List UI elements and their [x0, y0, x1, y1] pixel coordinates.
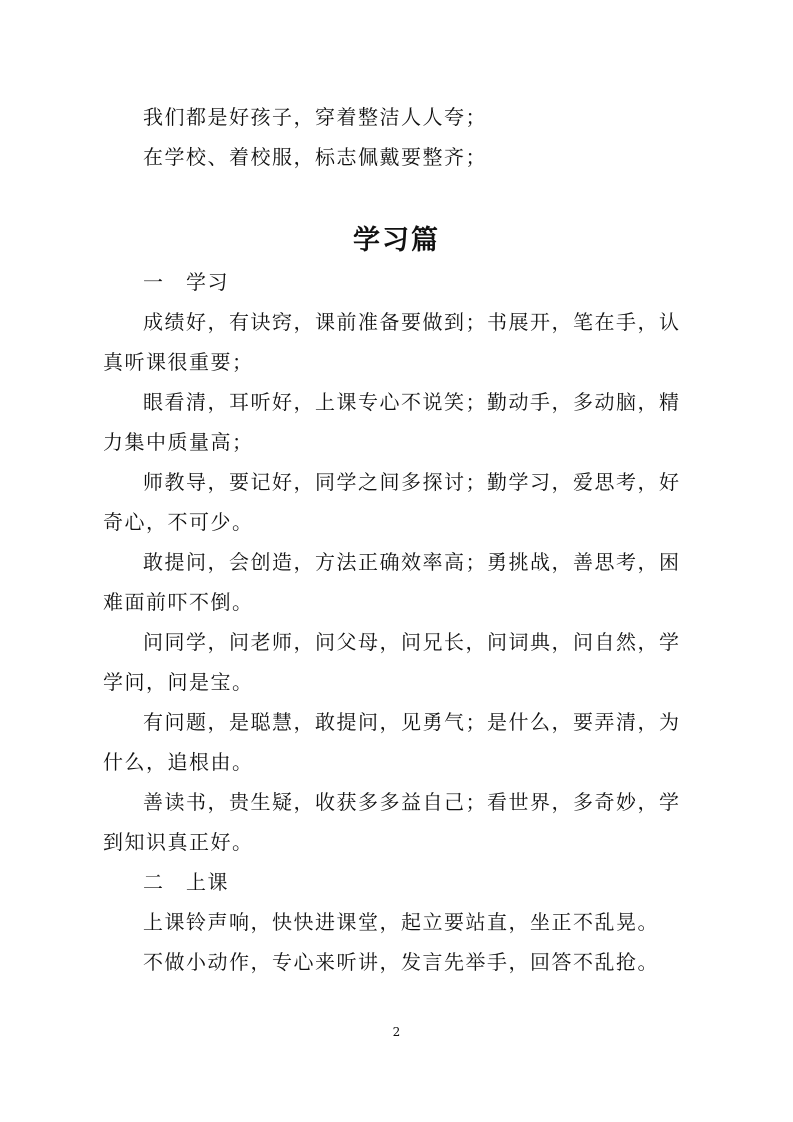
- body-block: [103, 262, 693, 982]
- paragraph: 善读书，贵生疑，收获多多益自己；看世界，多奇妙，学到知识真正好。: [103, 790, 681, 854]
- paragraph: 上课铃声响，快快进课堂，起立要站直，坐正不乱晃。: [143, 910, 659, 934]
- paragraph: 不做小动作，专心来听讲，发言先举手，回答不乱抢。: [143, 950, 659, 974]
- intro-block: [103, 97, 693, 177]
- paragraph: 眼看清，耳听好，上课专心不说笑；勤动手，多动脑，精力集中质量高；: [103, 390, 681, 454]
- intro-line: 我们都是好孩子，穿着整洁人人夸；: [143, 105, 487, 129]
- part-heading-class: 二 上课: [143, 870, 229, 894]
- paragraph: 成绩好，有诀窍，课前准备要做到；书展开，笔在手，认真听课很重要；: [103, 310, 681, 374]
- paragraph: 师教导，要记好，同学之间多探讨；勤学习，爱思考，好奇心，不可少。: [103, 470, 681, 534]
- intro-line: 在学校、着校服，标志佩戴要整齐；: [143, 145, 487, 169]
- paragraph: 有问题，是聪慧，敢提问，见勇气；是什么，要弄清，为什么，追根由。: [103, 710, 681, 774]
- section-title: 学习篇: [353, 225, 440, 256]
- paragraph: 敢提问，会创造，方法正确效率高；勇挑战，善思考，困难面前吓不倒。: [103, 550, 681, 614]
- page-number: 2: [392, 1025, 401, 1039]
- paragraph: 问同学，问老师，问父母，问兄长，问词典，问自然，学学问，问是宝。: [103, 630, 681, 694]
- part-heading-study: 一 学习: [143, 270, 229, 294]
